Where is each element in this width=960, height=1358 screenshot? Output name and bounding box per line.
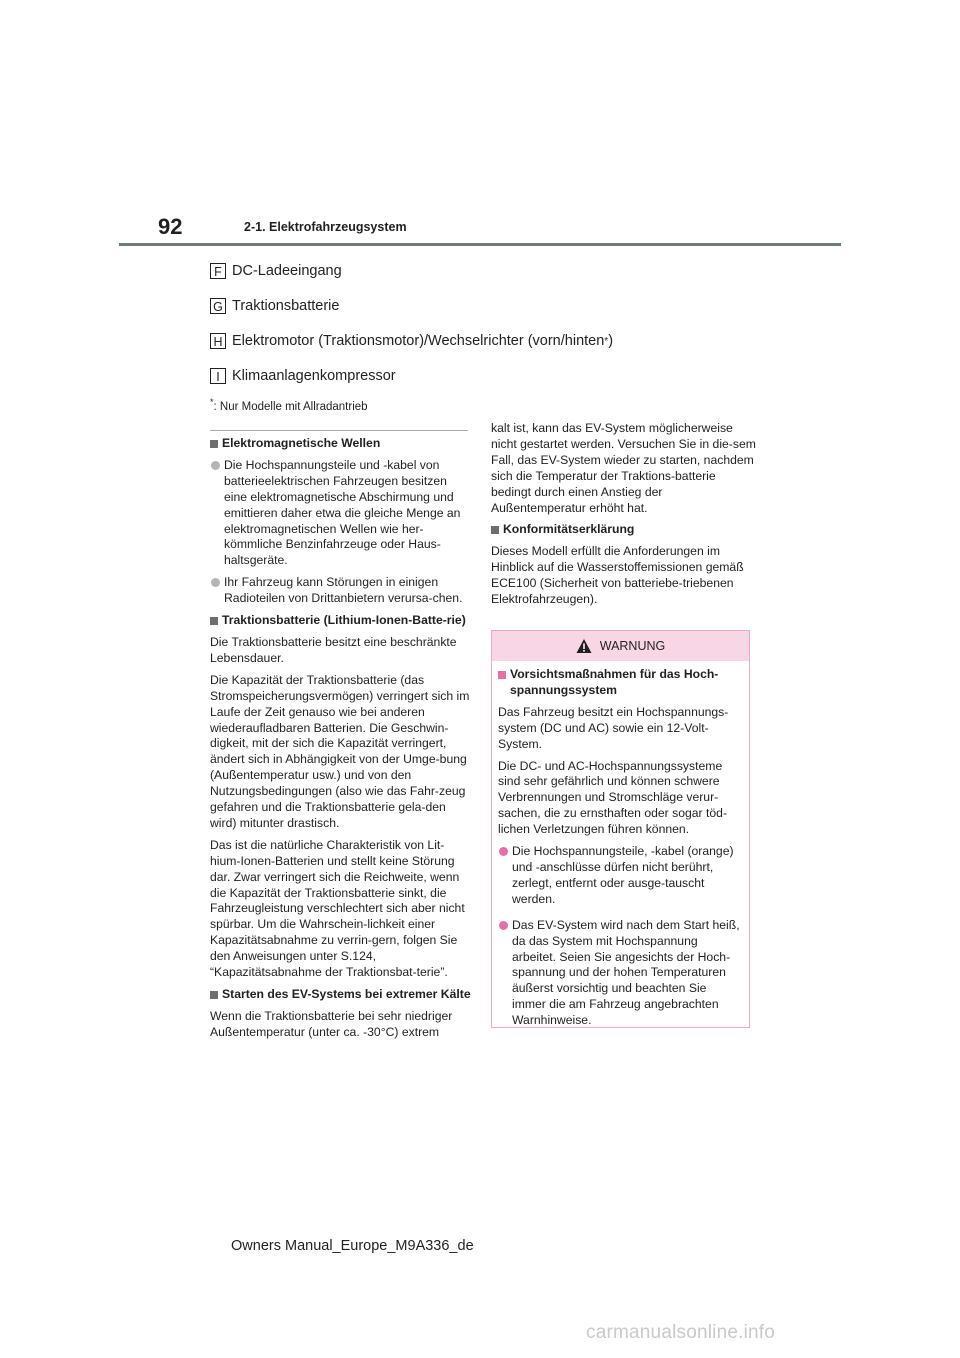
square-bullet-icon	[210, 991, 218, 999]
section-heading	[210, 987, 472, 1003]
footnote-text: : Nur Modelle mit Allradantrieb	[213, 400, 368, 413]
legend-letter-box: I	[210, 368, 226, 384]
warning-heading	[498, 667, 743, 699]
bullet-item	[210, 575, 472, 607]
square-bullet-icon	[498, 671, 506, 679]
section-heading	[210, 436, 472, 452]
section-heading	[210, 613, 472, 629]
square-bullet-icon	[210, 617, 218, 625]
bullet-text: Die Hochspannungsteile, -kabel (orange) und -anschlüsse dürfen nicht berührt, zerlegt, entfernt oder ausge-tauscht werden.	[512, 844, 734, 906]
legend-item-h	[210, 331, 613, 351]
bullet-item	[498, 918, 743, 1029]
warning-header	[492, 631, 749, 661]
page-number: 92	[158, 214, 183, 239]
asterisk-mark: *	[604, 335, 609, 347]
footnote-mark: *	[210, 397, 214, 407]
bullet-text: Ihr Fahrzeug kann Störungen in einigen Radioteilen von Drittanbietern verursa-chen.	[224, 575, 463, 606]
paragraph: Das Fahrzeug besitzt ein Hochspannungs-system (DC und AC) sowie ein 12-Volt-System.	[498, 704, 729, 751]
legend-label: Traktionsbatterie	[232, 298, 340, 314]
heading-text: Starten des EV-Systems bei extremer Kälte	[222, 987, 471, 1001]
paragraph: Das ist die natürliche Charakteristik von Lit-hium-Ionen-Batterien und stellt keine Störung dar. Zwar verringert sich die Reichweite, wenn die Kapazität der Traktionsbatterie sinkt, die Fahrzeugleistung verschlechtert sich aber nicht spürbar. Um die Wahrschein-lichkeit einer Kapazitätsabnahme zu verrin-gern, folgen Sie den Anweisungen unter S.124, “Kapazitätsabnahme der Traktionsbat-terie”.	[210, 837, 465, 980]
legend-label: Elektromotor (Traktionsmotor)/Wechselrichter (vorn/hinten	[232, 333, 605, 349]
legend-letter-box: H	[210, 333, 226, 349]
left-column	[210, 436, 472, 1047]
section-divider	[210, 430, 468, 431]
bullet-text: Das EV-System wird nach dem Start heiß, da das System mit Hochspannung arbeitet. Seien Sie angesichts der Hoch-spannung und der hohen Temperaturen äußerst vorsichtig und beachten Sie immer die am Fahrzeug angebrachten Warnhinweise.	[512, 917, 740, 1028]
bullet-item	[210, 458, 472, 569]
bullet-item	[498, 844, 743, 908]
heading-text: Traktionsbatterie (Lithium-Ionen-Batte-rie)	[222, 613, 466, 628]
chapter-title: 2-1. Elektrofahrzeugsystem	[244, 220, 407, 234]
legend-item-g	[210, 296, 339, 316]
paragraph: Dieses Modell erfüllt die Anforderungen im Hinblick auf die Wasserstoffemissionen gemäß ECE100 (Sicherheit von batteriebe-triebenen Elektrofahrzeugen).	[491, 544, 744, 607]
heading-text: Vorsichtsmaßnahmen für das Hoch-spannungssystem	[510, 667, 719, 697]
bullet-text: Die Hochspannungsteile und -kabel von batterieelektrischen Fahrzeugen besitzen eine elektromagnetische Abschirmung und emittieren daher etwa die gleiche Menge an elektromagnetischen Wellen wie her-kömmliche Benzinfahrzeuge oder Haus-haltsgeräte.	[224, 457, 461, 568]
paragraph: kalt ist, kann das EV-System möglicherweise nicht gestartet werden. Versuchen Sie in die-sem Fall, das EV-System wieder zu starten, nachdem sich die Temperatur der Traktions-batterie bedingt durch einen Anstieg der Außentemperatur erhöht hat.	[491, 421, 756, 515]
legend-label: Klimaanlagenkompressor	[232, 368, 396, 384]
watermark: carmanualsonline.info	[586, 1322, 776, 1343]
warning-box	[491, 630, 750, 1028]
warning-title: WARNUNG	[599, 639, 666, 653]
warning-body	[498, 667, 743, 1035]
paragraph: Die Kapazität der Traktionsbatterie (das Stromspeicherungsvermögen) verringert sich im Laufe der Zeit genauso wie bei anderen wiederaufladbaren Batterien. Die Geschwin-digkeit, mit der sich die Kapazität verringert, ändert sich in Abhängigkeit von der Umge-bung (Außentemperatur usw.) und von den Nutzungsbedingungen (also wie das Fahr-zeug gefahren und die Traktionsbatterie gela-den wird) mitunter drastisch.	[210, 672, 470, 830]
circle-bullet-icon	[211, 578, 220, 587]
footer-text: Owners Manual_Europe_M9A336_de	[231, 1238, 474, 1254]
right-column	[491, 421, 756, 614]
footnote	[210, 394, 368, 415]
legend-item-f	[210, 261, 342, 281]
circle-bullet-icon	[211, 461, 220, 470]
section-heading	[491, 522, 756, 538]
square-bullet-icon	[210, 440, 218, 448]
paragraph: Die Traktionsbatterie besitzt eine beschränkte Lebensdauer.	[210, 634, 457, 665]
warning-triangle-icon	[576, 638, 592, 654]
header-rule	[119, 243, 841, 246]
heading-text: Elektromagnetische Wellen	[222, 436, 381, 450]
heading-text: Konformitätserklärung	[503, 522, 635, 537]
legend-label-closing: )	[608, 333, 614, 349]
circle-bullet-icon	[499, 847, 508, 856]
paragraph: Die DC- und AC-Hochspannungssysteme sind sehr gefährlich und können schwere Verbrennungen und Stromschläge verur-sachen, die zu ernsthaften oder sogar töd-lichen Verletzungen führen können.	[498, 758, 727, 837]
legend-letter-box: G	[210, 298, 226, 314]
circle-bullet-icon	[499, 921, 508, 930]
legend-label: DC-Ladeeingang	[232, 263, 342, 279]
square-bullet-icon	[491, 526, 499, 534]
legend-item-i	[210, 366, 396, 386]
legend-letter-box: F	[210, 263, 226, 279]
paragraph: Wenn die Traktionsbatterie bei sehr niedriger Außentemperatur (unter ca. -30°C) extrem	[210, 1008, 453, 1039]
